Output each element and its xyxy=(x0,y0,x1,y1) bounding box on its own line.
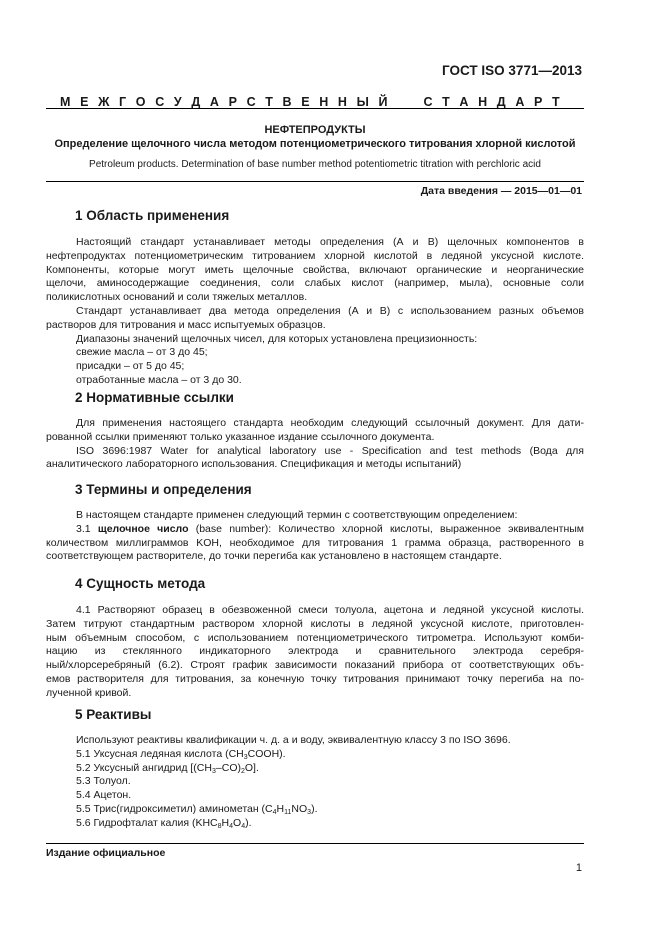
banner-letter: Е xyxy=(80,95,89,109)
section-3-body xyxy=(46,509,584,564)
list-item: свежие масла – от 3 до 45; xyxy=(76,346,208,359)
banner-letter: Р xyxy=(534,95,543,109)
paragraph-line: нацию из стеклянного индикаторного электрода и сравнительного электрода серебря- xyxy=(46,645,584,658)
banner-letter: Г xyxy=(119,95,127,109)
footer-rule xyxy=(46,843,584,844)
reagent-item: 5.6 Гидрофталат калия $(KHC_8H_4O_4)$. xyxy=(76,816,252,830)
paragraph-line: Для применения настоящего стандарта необходим следующий ссылочный документ. Для дати- xyxy=(76,417,584,429)
banner-letter: А xyxy=(209,95,219,109)
banner-letter: Н xyxy=(478,95,488,109)
reagent-item: 5.3 Толуол. xyxy=(76,775,131,788)
term-name: щелочное число xyxy=(97,522,189,535)
banner-letter: Т xyxy=(552,95,560,109)
term-definition-line xyxy=(46,523,584,537)
banner-letter: Ы xyxy=(356,95,369,109)
section-1-heading: 1 Область применения xyxy=(75,208,230,223)
banner-letter: А xyxy=(459,95,469,109)
banner-letter xyxy=(410,95,413,109)
banner-letter: С xyxy=(155,95,165,109)
paragraph-line: Диапазоны значений щелочных чисел, для которых установлена прецизионность: xyxy=(76,332,478,345)
banner-letter: Й xyxy=(378,95,388,109)
section-3-heading: 3 Термины и определения xyxy=(75,482,252,497)
banner-letter: В xyxy=(282,95,292,109)
document-subtitle-english: Petroleum products. Determination of base number method potentiometric titration with perchloric acid xyxy=(89,159,541,170)
paragraph-line: щелочи, аминосодержащие соединения, соли слабых кислот (например, мыла), основные соли xyxy=(46,277,584,290)
paragraph-line: количеством миллиграммов KOH, необходимое для титрования 1 грамма образца, растворенного в xyxy=(46,536,584,549)
paragraph-line: аналитического лабораторного использования. Спецификация и методы испытаний) xyxy=(46,458,462,471)
section-4-body xyxy=(46,604,584,701)
banner-letter: Д xyxy=(496,95,506,109)
banner-letter: С xyxy=(423,95,433,109)
section-2-body xyxy=(46,417,584,472)
title-rule xyxy=(46,181,584,182)
paragraph-line: Используют реактивы квалификации ч. д. а и воду, эквивалентную классу 3 по ISO 3696. xyxy=(76,734,511,746)
banner-letter: Н xyxy=(337,95,347,109)
banner-letter: Р xyxy=(228,95,237,109)
reagent-item: 5.4 Ацетон. xyxy=(76,789,132,802)
banner-letter: С xyxy=(246,95,256,109)
paragraph-line: Компоненты, которые могут иметь щелочные свойства, включают органические и неорганические xyxy=(46,263,584,276)
document-code: ГОСТ ISO 3771—2013 xyxy=(442,63,582,78)
paragraph-line: рованной ссылки применяют только указанное издание ссылочного документа. xyxy=(46,430,435,443)
page-number: 1 xyxy=(575,862,582,874)
banner-letter: Ж xyxy=(98,95,110,109)
section-2-heading: 2 Нормативные ссылки xyxy=(75,390,234,405)
term-definition: (base number): Количество хлорной кислоты, выраженное эквивалентным xyxy=(195,522,585,535)
paragraph-line: 4.1 Растворяют образец в обезвоженной смеси толуола, ацетона и ледяной уксусной кислоты. xyxy=(76,604,584,616)
reagent-item: 5.5 Трис(гидроксиметил) аминометан $(C_4H_{11}NO_3)$. xyxy=(76,802,318,816)
banner-letter: Д xyxy=(191,95,201,109)
paragraph-line: растворов для титрования и масс испытуемых образцов. xyxy=(46,318,326,331)
reagent-item: 5.2 Уксусный ангидрид $[(CH_3-CO)_2O]$. xyxy=(76,761,259,775)
edition-label: Издание официальное xyxy=(46,847,166,859)
paragraph-line: соответствующем растворителе, до точки перегиба как установлено в настоящем стандарте. xyxy=(46,550,502,563)
paragraph-line: нефтепродуктах потенциометрическим титрованием хлорной кислотой в ледяной уксусной кислоте. xyxy=(46,249,584,262)
banner-letter: О xyxy=(135,95,146,109)
interstate-standard-banner xyxy=(60,95,560,109)
banner-letter: Н xyxy=(319,95,329,109)
list-item: отработанные масла – от 3 до 30. xyxy=(76,373,242,386)
paragraph-line: емов растворителя для титрования, за конечную точку титрования принимают точку перегиба на по- xyxy=(46,672,584,685)
section-5-body xyxy=(46,734,584,831)
banner-letter xyxy=(397,95,400,109)
paragraph-line: Затем титруют стандартным раствором хлорной кислоты в ледяной уксусной кислоте, приготовлен- xyxy=(46,617,584,630)
section-1-body xyxy=(46,236,584,388)
banner-letter: Т xyxy=(442,95,450,109)
section-4-heading: 4 Сущность метода xyxy=(75,576,206,591)
paragraph-line: В настоящем стандарте применен следующий термин с соответствующим определением: xyxy=(76,509,518,521)
paragraph-line: ный/хлорсеребряный (6.2). Строят график зависимости показаний прибора от соответствующих объ- xyxy=(46,659,584,672)
document-subtitle: Определение щелочного числа методом потенциометрического титрования хлорной кислотой xyxy=(54,138,576,150)
header-rule xyxy=(46,108,584,109)
document-title: НЕФТЕПРОДУКТЫ xyxy=(264,124,366,136)
banner-letter: М xyxy=(60,95,71,109)
banner-letter: У xyxy=(173,95,182,109)
paragraph-line: лученной кривой. xyxy=(46,686,132,699)
paragraph-line: ISO 3696:1987 Water for analytical laboratory use - Specification and test methods (Вода для xyxy=(76,444,584,457)
section-5-heading: 5 Реактивы xyxy=(75,707,152,722)
paragraph-line: Настоящий стандарт устанавливает методы определения (А и В) щелочных компонентов в xyxy=(76,236,584,248)
introduction-date: Дата введения — 2015—01—01 xyxy=(420,185,582,197)
banner-letter: Т xyxy=(265,95,273,109)
paragraph-line: Стандарт устанавливает два метода определения (А и В) с использованием разных объемов xyxy=(76,304,584,317)
banner-letter: Е xyxy=(301,95,310,109)
banner-letter: А xyxy=(515,95,525,109)
paragraph-line: поликислотных оснований и соли тяжелых металлов. xyxy=(46,291,308,304)
reagent-item: 5.1 Уксусная ледяная кислота $(CH_3COOH)$. xyxy=(76,747,286,761)
paragraph-line: ным объемным способом, с использованием потенциометрического титрометра. Используют комби- xyxy=(46,631,584,644)
list-item: присадки – от 5 до 45; xyxy=(76,360,185,373)
term-number: 3.1 xyxy=(76,522,91,535)
